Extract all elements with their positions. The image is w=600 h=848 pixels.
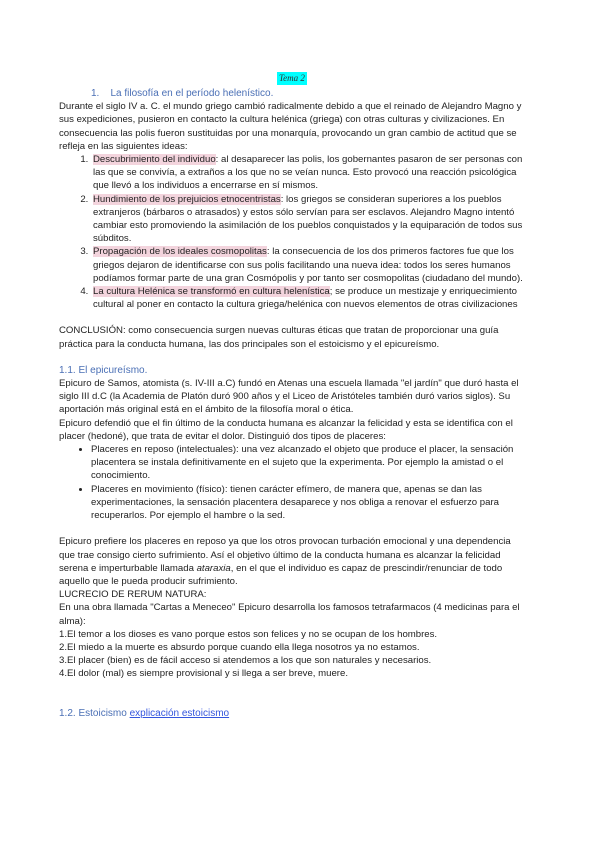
conclusion-paragraph: CONCLUSIÓN: como consecuencia surgen nuevas culturas éticas que tratan de proporcionar una guía práctica para la conducta humana, las dos principales son el estoicismo y el epicureísmo. [59, 325, 499, 350]
placer-item: • Placeres en movimiento (físico): tienen carácter efímero, de manera que, apenas se dan las experimentaciones, la sensación placentera desaparece y nos obliga a renovar el esfuerzo para recuperarlos. Por ejemplo el hambre o la sed. [91, 483, 529, 523]
idea-text: : al desaparecer las polis, los gobernantes pasaron de ser personas con las que se convivía, a extraños a los que no se veían nunca. Esto provocó una reacción psicológica que llevó a los individuos a encerrarse en sí mismos. [93, 154, 523, 192]
ataraxia-term: ataraxia [196, 562, 231, 574]
idea-item [91, 153, 529, 193]
idea-highlight: Descubrimiento del individuo [93, 154, 216, 166]
epicuro-paragraph-2: Epicuro defendió que el fin último de la conducta humana es alcanzar la felicidad y esta se identifica con el placer (hedoné), que trata de evitar el dolor. Distinguió dos tipos de placeres: [59, 417, 513, 442]
section-1-title-text: La filosofía en el período helenístico. [110, 88, 274, 99]
estoicismo-link[interactable]: explicación estoicismo [129, 707, 230, 719]
section-1-2-title [59, 707, 529, 720]
epicuro-paragraph-3 [59, 535, 529, 588]
p3-text-after: , en el que el individuo es capaz de prescindir/renunciar de todo aquello que le pueda producir sufrimiento. [59, 562, 503, 587]
p3-text-before: Epicuro prefiere los placeres en reposo ya que los otros provocan turbación emocional y una dependencia que trae consigo cierto sufrimiento. Así el objetivo último de la conducta humana es alcanzar la felicidad serena e imperturbable llamada [59, 536, 511, 574]
tetrafarmaco-item: 1.El temor a los dioses es vano porque estos son felices y no se ocupan de los hombres. [59, 628, 438, 640]
lucrecio-text: En una obra llamada "Cartas a Meneceo" Epicuro desarrolla los famosos tetrafarmacos (4 medicinas para el alma): [59, 602, 520, 627]
section-1-intro: Durante el siglo IV a. C. el mundo griego cambió radicalmente debido a que el reinado de Alejandro Magno y sus expediciones, pusieron en contacto la cultura helénica (griega) con otras culturas y civilizaciones. En consecuencia las polis fueron sustituidas por una monarquía, provocando un gran cambio de actitud que se refleja en las siguientes ideas: [59, 101, 522, 152]
placer-item: • Placeres en reposo (intelectuales): una vez alcanzado el objeto que produce el placer, la sensación placentera se instala definitivamente en el sujeto que la experimenta. Por ejemplo la amistad o el conocimiento. [91, 443, 529, 483]
topic-label: Tema 2 [279, 73, 305, 83]
idea-item [91, 285, 529, 311]
idea-highlight: Hundimiento de los prejuicios etnocentristas [93, 193, 281, 205]
idea-text: : la consecuencia de los dos primeros factores fue que los griegos dejaron de identificarse con sus polis facilitando una nueva idea: todos los seres humanos podíamos formar parte de una gran Cosmópolis y por tanto ser cosmopolitas (ciudadano del mundo). [93, 246, 523, 284]
idea-item [91, 193, 529, 246]
section-1-1-title: 1.1. El epicureísmo. [59, 364, 148, 376]
idea-text: : los griegos se consideran superiores a los pueblos extranjeros (bárbaros o atrasados) y estos sólo servían para ser esclavos. Alejandro Magno intentó cambiar esto promoviendo la asimilación de los pueblos conquistados y la equiparación de todos sus súbditos. [93, 193, 523, 245]
document-body [59, 87, 529, 720]
section-1-number: 1. [91, 88, 100, 99]
lucrecio-title: LUCRECIO DE RERUM NATURA: [59, 589, 207, 601]
idea-item [91, 245, 529, 285]
ideas-list [59, 153, 529, 311]
tetrafarmaco-item: 3.El placer (bien) es de fácil acceso si atendemos a los que son naturales y necesarios. [59, 655, 432, 667]
tetrafarmaco-item: 4.El dolor (mal) es siempre provisional y si llega a ser breve, muere. [59, 668, 348, 680]
idea-text: ; se produce un mestizaje y enriquecimiento cultural al poner en contacto la cultura griega/helénica con nuevos elementos de otras civilizaciones [93, 286, 518, 311]
tetrafarmaco-item: 2.El miedo a la muerte es absurdo porque cuando ella llega nosotros ya no estamos. [59, 641, 420, 653]
section-1-2-title-text: 1.2. Estoicismo [59, 707, 130, 719]
epicuro-paragraph-1: Epicuro de Samos, atomista (s. IV-III a.C) fundó en Atenas una escuela llamada "el jardín" que duró hasta el siglo III d.C (la Academia de Platón duró 900 años y el Liceo de Aristóteles también duró varios siglos). Su aportación más original está en el ámbito de la filosofía moral o ética. [59, 378, 519, 416]
idea-highlight: Propagación de los ideales cosmopolitas [93, 246, 267, 258]
section-1-title [59, 87, 529, 100]
placeres-list [59, 443, 529, 522]
idea-highlight: La cultura Helénica se transformó en cultura helenística [93, 286, 330, 298]
